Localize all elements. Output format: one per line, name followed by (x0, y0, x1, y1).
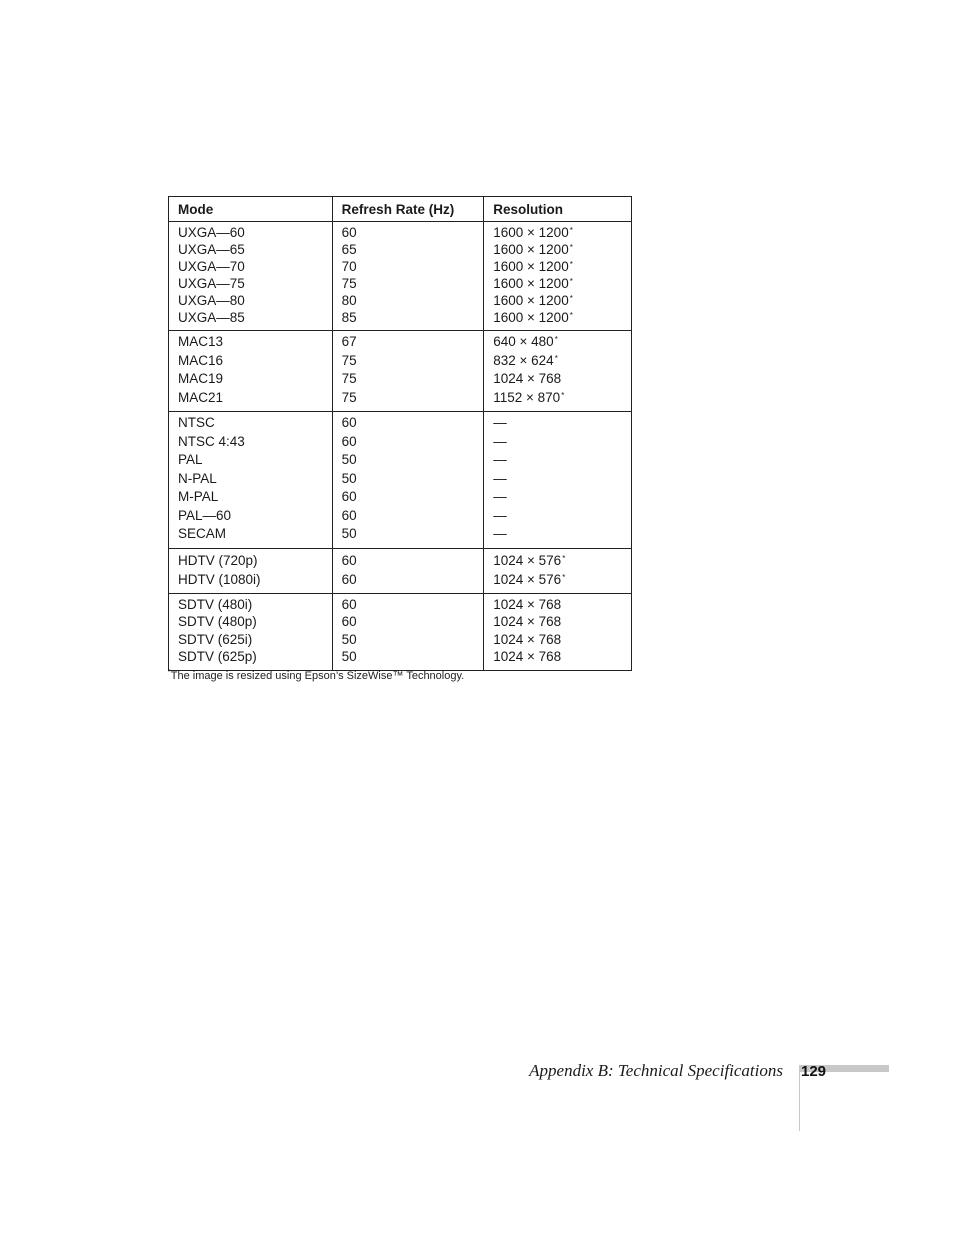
table-row-group-tv-standards (169, 412, 632, 549)
rate-value: 50 (341, 526, 357, 541)
footnote-star: * (569, 260, 573, 269)
footnote-star: * (561, 390, 565, 400)
resolution-value: 1600 × 1200 (493, 276, 569, 291)
resolution-value: 1600 × 1200 (493, 293, 569, 308)
mode-value: UXGA—75 (178, 276, 245, 291)
resolution-value: — (493, 470, 507, 486)
footnote-text: The image is resized using Epson’s SizeWise™ Technology. (170, 670, 465, 682)
resolution-value: 1600 × 1200 (493, 259, 569, 274)
mode-value: UXGA—80 (178, 293, 245, 308)
mode-value: MAC13 (178, 334, 224, 349)
table-row-group-uxga (169, 222, 632, 331)
resolution-value: 1024 × 768 (493, 631, 562, 647)
resolution-value: 1024 × 768 (493, 649, 562, 664)
resolution-line (493, 224, 631, 241)
footnote-star: * (569, 294, 573, 303)
rate-value: 60 (341, 433, 357, 449)
rate-value: 60 (341, 489, 357, 504)
rate-value: 60 (341, 596, 357, 612)
mode-value: NTSC 4:43 (178, 433, 245, 449)
resolution-value: 1600 × 1200 (493, 310, 569, 325)
resolution-value: 1600 × 1200 (493, 225, 569, 240)
footnote-star: * (569, 226, 573, 235)
header-resolution: Resolution (484, 197, 632, 222)
resolution-line (493, 241, 631, 258)
rate-value: 65 (341, 242, 357, 257)
resolution-value: 1152 × 870 (493, 389, 561, 405)
mode-value: SECAM (178, 526, 227, 541)
mode-value: N-PAL (178, 470, 217, 486)
rate-value: 50 (341, 649, 357, 664)
mode-cell (169, 593, 333, 670)
resolution-line (493, 370, 631, 389)
resolution-line (493, 309, 631, 326)
resolution-value: — (493, 526, 507, 541)
footnote-star: * (554, 353, 558, 363)
rate-cell (332, 222, 484, 331)
rate-cell (332, 548, 484, 593)
mode-value: PAL (178, 452, 203, 467)
resolution-value: 1024 × 576 (493, 552, 562, 568)
mode-value: MAC19 (178, 371, 224, 386)
resolution-value: 1024 × 768 (493, 371, 562, 386)
mode-value: SDTV (480p) (178, 614, 257, 629)
mode-value: SDTV (480i) (178, 596, 253, 612)
resolution-line (493, 292, 631, 309)
rate-value: 50 (341, 470, 357, 486)
refresh-rate-table (168, 196, 632, 671)
rate-value: 75 (341, 352, 357, 368)
table-row-group-mac (169, 331, 632, 412)
resolution-value: 1600 × 1200 (493, 242, 569, 257)
resolution-line (493, 333, 631, 352)
resolution-value: 1024 × 768 (493, 596, 562, 612)
mode-value: PAL—60 (178, 507, 232, 523)
resolution-line (493, 352, 631, 371)
resolution-value: — (493, 489, 507, 504)
resolution-line (493, 570, 631, 589)
rate-value: 70 (341, 259, 357, 274)
rate-value: 50 (341, 631, 357, 647)
mode-value: MAC21 (178, 389, 224, 405)
footnote-star: * (562, 572, 566, 582)
footnote-mark: * (168, 669, 171, 676)
rate-value: 60 (341, 571, 357, 587)
footnote-star: * (569, 277, 573, 286)
resolution-line (493, 389, 631, 408)
header-refresh-rate: Refresh Rate (Hz) (332, 197, 484, 222)
rate-value: 60 (341, 614, 357, 629)
rate-value: 75 (341, 276, 357, 291)
resolution-value: 1024 × 768 (493, 614, 562, 629)
mode-cell (169, 222, 333, 331)
resolution-cell (484, 222, 632, 331)
resolution-value: — (493, 433, 507, 449)
running-footer-title: Appendix B: Technical Specifications (529, 1061, 783, 1080)
resolution-value: — (493, 507, 507, 523)
rate-value: 80 (341, 293, 357, 308)
resolution-line (493, 258, 631, 275)
resolution-value: — (493, 415, 507, 430)
mode-value: HDTV (1080i) (178, 571, 261, 587)
resolution-line (493, 275, 631, 292)
mode-value: M-PAL (178, 489, 219, 504)
page-number: 129 (801, 1063, 827, 1080)
rate-value: 75 (341, 389, 357, 405)
table-footnote (168, 670, 464, 682)
rate-value: 75 (341, 371, 357, 386)
resolution-cell (484, 593, 632, 670)
mode-value: SDTV (625i) (178, 631, 253, 647)
rate-value: 60 (341, 507, 357, 523)
resolution-cell (484, 548, 632, 593)
mode-value: UXGA—60 (178, 225, 245, 240)
rate-cell (332, 331, 484, 412)
mode-value: MAC16 (178, 352, 224, 368)
resolution-value: 640 × 480 (493, 334, 554, 349)
rate-cell (332, 412, 484, 549)
resolution-value: 832 × 624 (493, 352, 554, 368)
mode-value: UXGA—65 (178, 242, 245, 257)
mode-value: UXGA—70 (178, 259, 245, 274)
table-row-group-sdtv (169, 593, 632, 670)
mode-value: HDTV (720p) (178, 552, 258, 568)
rate-value: 60 (341, 415, 357, 430)
footnote-star: * (554, 335, 558, 344)
footer-vertical-rule (799, 1065, 800, 1131)
rate-value: 60 (341, 225, 357, 240)
rate-value: 85 (341, 310, 357, 325)
mode-value: UXGA—85 (178, 310, 245, 325)
mode-value: SDTV (625p) (178, 649, 257, 664)
header-mode: Mode (169, 197, 333, 222)
table-row-group-hdtv (169, 548, 632, 593)
mode-cell (169, 412, 333, 549)
mode-value: NTSC (178, 415, 215, 430)
resolution-cell (484, 412, 632, 549)
mode-cell (169, 331, 333, 412)
rate-cell (332, 593, 484, 670)
rate-value: 60 (341, 552, 357, 568)
resolution-line (493, 551, 631, 570)
rate-value: 50 (341, 452, 357, 467)
resolution-value: 1024 × 576 (493, 571, 562, 587)
table-header-row (169, 197, 632, 222)
footnote-star: * (569, 311, 573, 320)
footnote-star: * (562, 553, 566, 563)
resolution-cell (484, 331, 632, 412)
resolution-value: — (493, 452, 507, 467)
rate-value: 67 (341, 334, 357, 349)
mode-cell (169, 548, 333, 593)
footnote-star: * (569, 243, 573, 252)
